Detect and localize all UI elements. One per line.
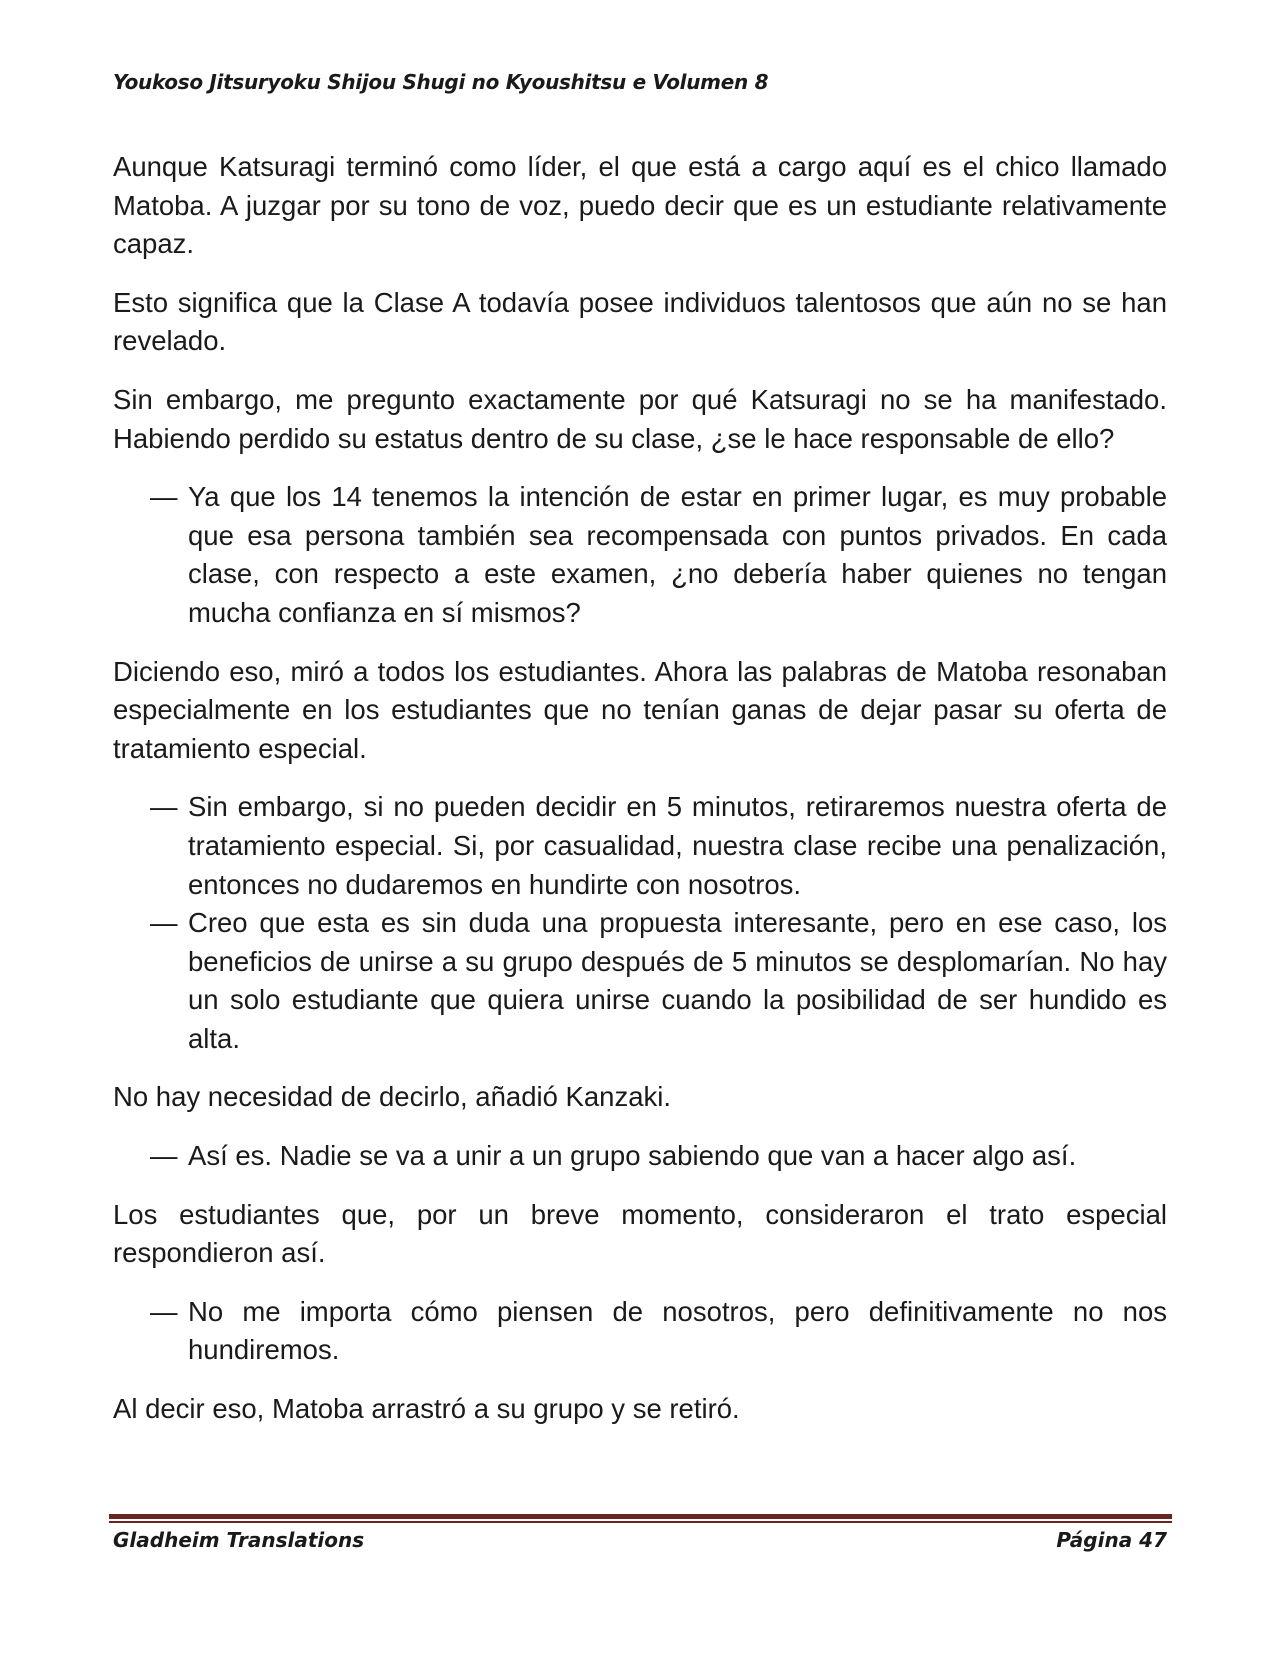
dialogue-line-3 [113,904,1167,1058]
dialogue-text-3: Creo que esta es sin duda una propuesta interesante, pero en ese caso, los beneficios de unirse a su grupo después de 5 minutos se desplomarían. No hay un solo estudiante que quiera unirse cuando la posibilidad de ser hundido es alta. [188,907,1167,1054]
dialogue-line-1 [113,478,1167,632]
dialogue-line-2 [113,788,1167,904]
paragraph-6: Los estudiantes que, por un breve momento, consideraron el trato especial respondieron así. [113,1198,1167,1269]
dialogue-dash: — [150,907,178,939]
dialogue-group-2 [113,788,1167,1058]
dialogue-group-4 [113,1293,1167,1370]
dialogue-text-5: No me importa cómo piensen de nosotros, pero definitivamente no nos hundiremos. [188,1295,1167,1366]
paragraph-4: Diciendo eso, miró a todos los estudiantes. Ahora las palabras de Matoba resonaban especialmente en los estudiantes que no tenían ganas de dejar pasar su oferta de tratamiento especial. [113,655,1167,764]
dialogue-line-5 [113,1293,1167,1370]
dialogue-dash: — [150,791,178,823]
dialogue-dash: — [150,1295,178,1327]
dialogue-dash: — [150,1140,178,1172]
footer-divider-thin [109,1521,1172,1523]
dialogue-dash: — [150,481,178,513]
dialogue-group-1 [113,478,1167,632]
dialogue-group-3 [113,1137,1167,1176]
dialogue-text-1: Ya que los 14 tenemos la intención de estar en primer lugar, es muy probable que esa persona también sea recompensada con puntos privados. En cada clase, con respecto a este examen, ¿no debería haber quienes no tengan mucha confianza en sí mismos? [188,481,1167,628]
paragraph-2: Esto significa que la Clase A todavía posee individuos talentosos que aún no se han revelado. [113,286,1167,357]
running-header: Youkoso Jitsuryoku Shijou Shugi no Kyoushitsu e Volumen 8 [113,70,769,94]
paragraph-5: No hay necesidad de decirlo, añadió Kanzaki. [113,1081,672,1113]
paragraph-1: Aunque Katsuragi terminó como líder, el que está a cargo aquí es el chico llamado Matoba. A juzgar por su tono de voz, puedo decir que es un estudiante relativamente capaz. [113,151,1167,260]
dialogue-line-4 [113,1137,1167,1176]
dialogue-text-4: Así es. Nadie se va a unir a un grupo sabiendo que van a hacer algo así. [188,1140,1077,1172]
paragraph-3: Sin embargo, me pregunto exactamente por qué Katsuragi no se ha manifestado. Habiendo perdido su estatus dentro de su clase, ¿se le hace responsable de ello? [113,383,1167,454]
paragraph-7: Al decir eso, Matoba arrastró a su grupo y se retiró. [113,1393,740,1425]
footer-divider-thick [109,1514,1172,1519]
footer-divider [109,1514,1172,1523]
footer-translator-credit: Gladheim Translations [113,1528,365,1552]
footer-page-number: Página 47 [1056,1528,1167,1552]
dialogue-text-2: Sin embargo, si no pueden decidir en 5 minutos, retiraremos nuestra oferta de tratamiento especial. Si, por casualidad, nuestra clase recibe una penalización, entonces no dudaremos en hundirte con nosotros. [188,791,1167,900]
page-body [113,148,1167,1449]
